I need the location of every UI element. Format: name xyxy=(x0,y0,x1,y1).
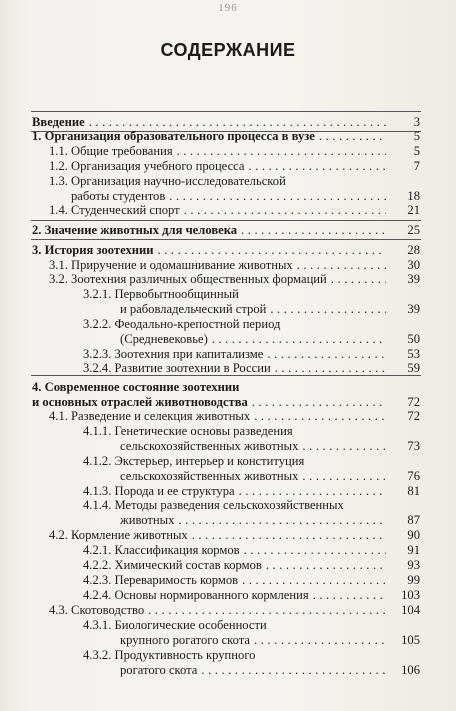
page-number: 196 xyxy=(218,2,238,14)
toc-entry-text: сельскохозяйственных животных xyxy=(120,469,299,483)
toc-entry[interactable] xyxy=(0,424,456,454)
toc-entry-text: и рабовладельческий строй xyxy=(120,302,267,316)
toc-page-number: 72 xyxy=(407,395,420,409)
toc-entry-text: 4.3.1. Биологические особенности xyxy=(83,618,267,632)
toc-entry[interactable] xyxy=(0,528,456,543)
toc-page-number: 106 xyxy=(401,663,420,677)
toc-page-number: 25 xyxy=(407,223,420,237)
toc-entry-text: 4.1. Разведение и селекция животных xyxy=(49,409,251,423)
toc-entry[interactable] xyxy=(0,454,456,484)
toc-entry[interactable] xyxy=(0,317,456,347)
toc-entry[interactable] xyxy=(0,347,456,362)
toc-page-number: 91 xyxy=(407,543,420,557)
leader-dots xyxy=(148,603,386,618)
toc-page-number: 90 xyxy=(407,528,420,542)
leader-dots xyxy=(241,223,386,238)
toc-entry-text: 4.3.2. Продуктивность крупного xyxy=(83,648,256,662)
toc-entry-text: (Средневековье) xyxy=(120,332,208,346)
toc-page-number: 28 xyxy=(407,243,420,257)
toc-entry[interactable] xyxy=(0,648,456,678)
toc-entry-text: работы студентов xyxy=(71,189,166,203)
toc-entry[interactable] xyxy=(0,409,456,424)
leader-dots xyxy=(297,258,386,273)
leader-dots xyxy=(270,302,386,317)
toc-entry[interactable] xyxy=(0,115,456,130)
toc-page-number: 99 xyxy=(407,573,420,587)
toc-entry[interactable] xyxy=(0,543,456,558)
toc-page-number: 87 xyxy=(407,513,420,527)
toc-entry[interactable] xyxy=(0,498,456,528)
leader-dots xyxy=(254,633,386,648)
toc-page-number: 3 xyxy=(413,115,420,129)
toc-entry-text: 4.1.4. Методы разведения сельскохозяйственных xyxy=(83,498,344,512)
toc-entry[interactable] xyxy=(0,129,456,144)
toc-page-number: 105 xyxy=(401,633,420,647)
toc-page-number: 93 xyxy=(407,558,420,572)
leader-dots xyxy=(178,513,386,528)
leader-dots xyxy=(302,469,386,484)
toc-entry[interactable] xyxy=(0,380,456,410)
toc-page-number: 30 xyxy=(407,258,420,272)
toc-entry-text: 1.1. Общие требования xyxy=(49,144,173,158)
toc-page-number: 21 xyxy=(407,203,420,217)
leader-dots xyxy=(331,272,386,287)
leader-dots xyxy=(244,543,386,558)
toc-entry-text: сельскохозяйственных животных xyxy=(120,439,299,453)
toc-entry[interactable] xyxy=(0,484,456,499)
toc-entry[interactable] xyxy=(0,223,456,238)
leader-dots xyxy=(158,243,386,258)
toc-page-number: 50 xyxy=(407,332,420,346)
toc-page-number: 39 xyxy=(407,272,420,286)
toc-entry-text: 3.2.1. Первобытнообщинный xyxy=(83,287,239,301)
toc-entry-text: 3. История зоотехнии xyxy=(32,243,154,257)
toc-entry-text: 1. Организация образовательного процесса в вузе xyxy=(32,129,315,143)
toc-entry-text: 3.2.3. Зоотехния при капитализме xyxy=(83,347,264,361)
toc-page-number: 103 xyxy=(401,588,420,602)
leader-dots xyxy=(212,332,386,347)
toc-page-number: 53 xyxy=(407,347,420,361)
toc-entry[interactable] xyxy=(0,174,456,204)
toc-entry-text: 4.1.3. Порода и ее структура xyxy=(83,484,235,498)
leader-dots xyxy=(201,663,386,678)
toc-entry-text: 4.3. Скотоводство xyxy=(49,603,145,617)
leader-dots xyxy=(239,484,386,499)
toc-page-number: 76 xyxy=(407,469,420,483)
toc-entry-text: 3.2. Зоотехния различных общественных формаций xyxy=(49,272,327,286)
leader-dots xyxy=(313,588,386,603)
toc-entry[interactable] xyxy=(0,258,456,273)
toc-entry-text: 1.4. Студенческий спорт xyxy=(49,203,180,217)
leader-dots xyxy=(169,189,386,204)
toc-entry[interactable] xyxy=(0,272,456,287)
leader-dots xyxy=(266,558,386,573)
toc-entry-text: 4.2.1. Классификация кормов xyxy=(83,543,240,557)
leader-dots xyxy=(249,159,386,174)
toc-entry-text: 3.2.4. Развитие зоотехнии в России xyxy=(83,361,271,375)
leader-dots xyxy=(184,203,386,218)
toc-entry-text: животных xyxy=(120,513,175,527)
toc-page-number: 39 xyxy=(407,302,420,316)
toc-entry[interactable] xyxy=(0,558,456,573)
toc-entry-text: и основных отраслей животноводства xyxy=(32,395,248,409)
toc-page-number: 104 xyxy=(401,603,420,617)
toc-entry-text: рогатого скота xyxy=(120,663,198,677)
toc-entry[interactable] xyxy=(0,243,456,258)
toc-entry[interactable] xyxy=(0,603,456,618)
toc-entry-text: 3.1. Приручение и одомашнивание животных xyxy=(49,258,293,272)
toc-entry-text: 2. Значение животных для человека xyxy=(32,223,238,237)
toc-page-number: 73 xyxy=(407,439,420,453)
toc-entry[interactable] xyxy=(0,573,456,588)
toc-entry-text: Введение xyxy=(32,115,85,129)
page-title: СОДЕРЖАНИЕ xyxy=(160,40,296,60)
toc-entry-text: 4.1.1. Генетические основы разведения xyxy=(83,424,293,438)
leader-dots xyxy=(89,115,386,130)
toc-page-number: 5 xyxy=(413,129,420,143)
toc-entry-text: крупного рогатого скота xyxy=(120,633,251,647)
leader-dots xyxy=(267,347,386,362)
leader-dots xyxy=(319,129,386,144)
toc-page-number: 5 xyxy=(413,144,420,158)
toc-entry-text: 4.1.2. Экстерьер, интерьер и конституция xyxy=(83,454,305,468)
toc-entry-text: 4.2.4. Основы нормированного кормления xyxy=(83,588,309,602)
toc-entry-text: 4.2.3. Переваримость кормов xyxy=(83,573,239,587)
toc-entry[interactable] xyxy=(0,144,456,159)
leader-dots xyxy=(275,361,386,376)
toc-page-number: 59 xyxy=(407,361,420,375)
toc-entry[interactable] xyxy=(0,159,456,174)
leader-dots xyxy=(242,573,386,588)
toc-page-number: 18 xyxy=(407,189,420,203)
toc-entry-text: 4.2. Кормление животных xyxy=(49,528,188,542)
leader-dots xyxy=(302,439,386,454)
leader-dots xyxy=(192,528,386,543)
leader-dots xyxy=(177,144,386,159)
toc-entry-text: 3.2.2. Феодально-крепостной период xyxy=(83,317,281,331)
toc-entry-text: 1.2. Организация учебного процесса xyxy=(49,159,245,173)
toc-entry-text: 4. Современное состояние зоотехнии xyxy=(32,380,240,394)
toc-entry-text: 4.2.2. Химический состав кормов xyxy=(83,558,262,572)
toc-page-number: 7 xyxy=(413,159,420,173)
toc-entry-text: 1.3. Организация научно-исследовательской xyxy=(49,174,286,188)
toc-entry[interactable] xyxy=(0,203,456,218)
toc-entry[interactable] xyxy=(0,287,456,317)
leader-dots xyxy=(252,395,386,410)
toc-page-number: 81 xyxy=(407,484,420,498)
toc-entry[interactable] xyxy=(0,618,456,648)
leader-dots xyxy=(254,409,386,424)
toc-entry[interactable] xyxy=(0,588,456,603)
toc-page-number: 72 xyxy=(407,409,420,423)
toc-entry[interactable] xyxy=(0,361,456,376)
